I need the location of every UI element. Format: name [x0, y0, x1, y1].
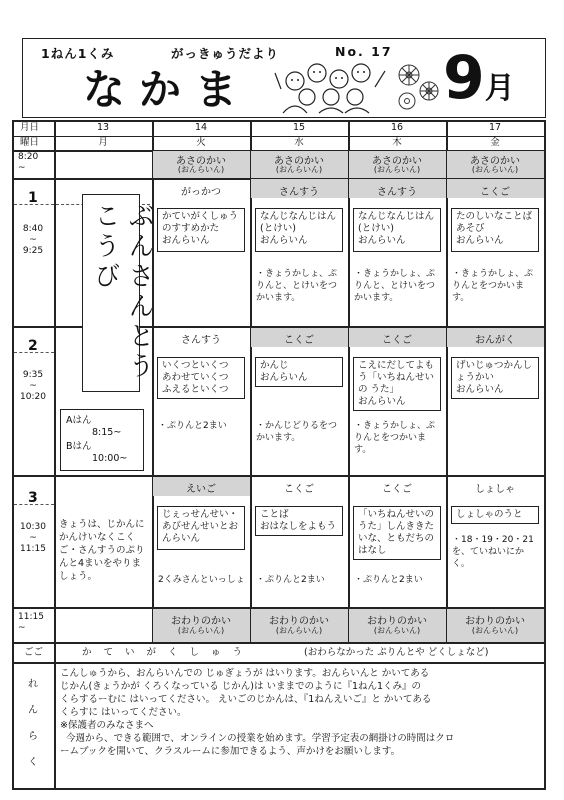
p2-fri-subject: おんがく [475, 335, 515, 346]
flowers-icon [393, 57, 445, 115]
month-suffix: 月 [484, 71, 515, 106]
group-b-time: 10:00~ [92, 453, 128, 464]
p1-fri-note: ・きょうかしょ、ぷりんとをつかいます。 [452, 269, 534, 303]
contact-line: ※保護者のみなさまへ [60, 720, 154, 731]
contact-line: こんしゅうから、おんらいんでの じゅぎょうが はいります。おんらいんと かいてある [60, 668, 430, 679]
closing-online-thu: (おんらいん) [373, 626, 421, 635]
closing-meeting-wed: おわりのかい [269, 616, 329, 627]
p1-fri-task: たのしいなことばあそび おんらいん [451, 208, 539, 252]
month-number [443, 45, 515, 122]
p2-fri-task: げいじゅつかんしょうかい おんらいん [451, 357, 539, 399]
p3-wed-subject: こくご [284, 484, 314, 495]
p2-thu-note: ・きょうかしょ、ぷりんとをつかいます。 [354, 421, 436, 455]
closing-time: 11:15 ~ [18, 612, 44, 633]
p3-thu-task: 「いちねんせいの うた」しんききたいな、ともだちのはなし [353, 506, 441, 560]
closing-meeting-tue: おわりのかい [171, 616, 231, 627]
weekly-timetable [12, 120, 546, 790]
p3-fri-note: ・18・19・20・21を、ていねいにかく。 [452, 535, 534, 569]
closing-online-tue: (おんらいん) [177, 626, 225, 635]
date-tue: 14 [194, 122, 208, 133]
p1-thu-subject: さんすう [377, 187, 417, 198]
morning-online-wed: (おんらいん) [275, 165, 323, 174]
p2-thu-subject: こくご [382, 335, 412, 346]
morning-online-fri: (おんらいん) [471, 165, 519, 174]
p2-wed-note: ・かんじどりるをつかいます。 [256, 421, 338, 443]
closing-online-wed: (おんらいん) [275, 626, 323, 635]
weekday-tue: 火 [196, 137, 206, 148]
morning-time: 8:20 ~ [18, 152, 39, 173]
monday-event-label: ぶんさんとうこうび [90, 202, 154, 382]
weekday-wed: 水 [294, 137, 304, 148]
p1-wed-note: ・きょうかしょ、ぷりんと、とけいをつかいます。 [256, 269, 338, 303]
morning-meeting-wed: あさのかい [274, 156, 324, 167]
newsletter-header [22, 38, 546, 118]
contact-label: れんらく [28, 679, 38, 768]
p1-wed-task: なんじなんじはん(とけい) おんらいん [255, 208, 343, 252]
morning-meeting-thu: あさのかい [372, 156, 422, 167]
p1-wed-subject: さんすう [279, 187, 319, 198]
date-wed: 15 [292, 122, 306, 133]
weekday-thu: 木 [392, 137, 402, 148]
period-2-number: 2 [28, 338, 38, 354]
p3-tue-task: じぇっせんせい・あびせんせいとおんらいん [157, 506, 245, 550]
date-mon: 13 [96, 122, 110, 133]
p3-thu-subject: こくご [382, 484, 412, 495]
afternoon-note: (おわらなかった ぷりんとや どくしょなど) [304, 647, 489, 658]
class-name: 1ねん1くみ [41, 46, 115, 61]
contact-line: くらすに はいってください。 [60, 707, 187, 718]
children-illustration-icon [273, 59, 391, 115]
weekday-label: 曜日 [20, 137, 40, 148]
p1-thu-note: ・きょうかしょ、ぷりんと、とけいをつかいます。 [354, 269, 436, 303]
morning-meeting-tue: あさのかい [176, 156, 226, 167]
p1-tue-subject: がっかつ [181, 187, 221, 198]
p3-fri-subject: しょしゃ [475, 484, 515, 495]
period-3-time: 10:30 ~ 11:15 [20, 522, 46, 554]
p3-fri-task: しょしゃのうと [451, 506, 539, 524]
group-b-label: Bはん [66, 441, 92, 452]
afternoon-label: ごご [24, 647, 44, 658]
p2-thu-task: こえにだしてよもう「いちねんせいの うた」 おんらいん [353, 357, 441, 411]
period-2-time: 9:35 ~ 10:20 [20, 370, 46, 402]
issue-number: No. 17 [335, 44, 393, 59]
p3-wed-task: ことば おはなしをよもう [255, 506, 343, 536]
p3-tue-note: 2くみさんといっしょ [158, 575, 245, 585]
period-1-time: 8:40 ~ 9:25 [22, 224, 44, 256]
morning-online-tue: (おんらいん) [177, 165, 225, 174]
p1-thu-task: なんじなんじはん(とけい) おんらいん [353, 208, 441, 252]
p3-wed-note: ・ぷりんと2まい [256, 575, 325, 585]
p1-fri-subject: こくご [480, 187, 510, 198]
p2-tue-subject: さんすう [181, 335, 221, 346]
date-thu: 16 [390, 122, 404, 133]
date-fri: 17 [488, 122, 502, 133]
period-3-number: 3 [28, 490, 38, 506]
contact-line: じかん(きょうかが くろくなっている じかん)は いままでのように『1ねん1くみ』の [60, 681, 422, 692]
p3-tue-subject: えいご [186, 484, 216, 495]
p2-tue-note: ・ぷりんと2まい [158, 421, 227, 431]
contact-line: ームブックを開いて、クラスルームに参加できるよう、声かけをお願いします。 [60, 746, 401, 757]
group-a-time: 8:15~ [92, 427, 122, 438]
morning-meeting-fri: あさのかい [470, 156, 520, 167]
month-day-label: 月日 [20, 122, 40, 133]
period-1-number: 1 [28, 190, 38, 206]
month-digit: 9 [443, 43, 485, 113]
p1-tue-task: かていがくしゅうのすすめかた おんらいん [157, 208, 245, 252]
contact-line: 今週から、できる範囲で、オンラインの授業を始めます。学習予定表の網掛けの時間はクロ [60, 733, 455, 744]
newsletter-title: なかま [83, 65, 252, 114]
morning-online-thu: (おんらいん) [373, 165, 421, 174]
p3-thu-note: ・ぷりんと2まい [354, 575, 423, 585]
weekday-fri: 金 [490, 137, 500, 148]
weekday-mon: 月 [98, 137, 108, 148]
closing-meeting-thu: おわりのかい [367, 616, 427, 627]
monday-homework-note: きょうは、じかんにかんけいなくこくご・さんすうのぷりんと4まいをやりましょう。 [59, 519, 145, 582]
group-a-label: Aはん [66, 415, 92, 426]
closing-online-fri: (おんらいん) [471, 626, 519, 635]
p2-tue-task: いくつといくつ あわせていくつ ふえるといくつ [157, 357, 245, 399]
closing-meeting-fri: おわりのかい [465, 616, 525, 627]
newsletter-label: がっきゅうだより [171, 46, 280, 61]
p2-wed-subject: こくご [284, 335, 314, 346]
contact-line: くらするーむに はいってください。 えいごのじかんは、『1ねんえいご』と かいてある [60, 694, 432, 705]
afternoon-homework: かていがくしゅう [82, 647, 255, 658]
p2-wed-task: かんじ おんらいん [255, 357, 343, 387]
contact-text [60, 667, 542, 758]
